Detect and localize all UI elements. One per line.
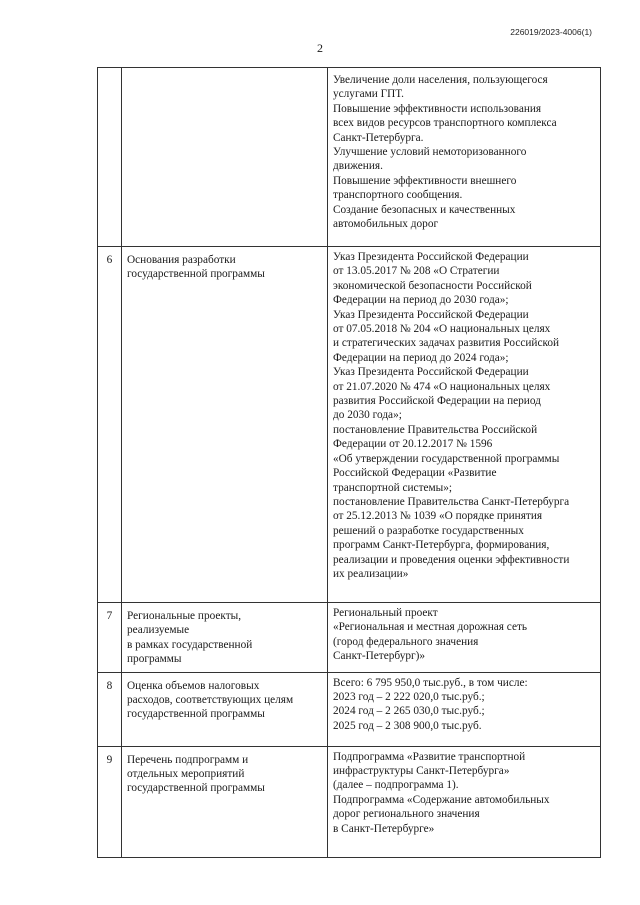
row-label xyxy=(122,603,328,673)
table-row xyxy=(98,68,601,247)
row-content xyxy=(328,603,601,673)
table-row xyxy=(98,672,601,746)
content-line: инфраструктуры Санкт-Петербурга» xyxy=(333,765,510,778)
content-line: всех видов ресурсов транспортного комплекса xyxy=(333,117,557,130)
content-line: (город федерального значения xyxy=(333,635,479,648)
content-line: Федерации на период до 2024 года»; xyxy=(333,351,509,364)
row-number: 8 xyxy=(98,672,122,746)
row-label xyxy=(122,68,328,247)
label-line: Основания разработки xyxy=(127,254,236,266)
label-line: отдельных мероприятий xyxy=(127,768,245,781)
content-line: от 07.05.2018 № 204 «О национальных целях xyxy=(333,323,551,336)
row-label xyxy=(122,247,328,603)
label-line: Оценка объемов налоговых xyxy=(127,679,260,692)
label-line: реализуемые xyxy=(127,624,190,637)
content-line: Указ Президента Российской Федерации xyxy=(333,308,529,321)
content-line: автомобильных дорог xyxy=(333,218,439,231)
content-line: Региональный проект xyxy=(333,607,438,619)
row-label xyxy=(122,672,328,746)
content-line: Подпрограмма «Содержание автомобильных xyxy=(333,793,550,806)
page-number: 2 xyxy=(317,41,323,55)
row-number xyxy=(98,68,122,247)
content-line: «Региональная и местная дорожная сеть xyxy=(333,621,528,634)
content-line: (далее – подпрограмма 1). xyxy=(333,779,459,792)
table-row xyxy=(98,603,601,673)
row-content xyxy=(328,672,601,746)
row-number: 6 xyxy=(98,247,122,603)
content-line: транспортного сообщения. xyxy=(333,189,463,202)
content-line: Федерации от 20.12.2017 № 1596 xyxy=(333,438,493,451)
content-line: от 21.07.2020 № 474 «О национальных целях xyxy=(333,380,551,393)
content-line: услугами ГПТ. xyxy=(333,88,404,101)
content-line: и стратегических задачах развития Российской xyxy=(333,337,560,350)
content-line: Указ Президента Российской Федерации xyxy=(333,366,529,379)
content-line: постановление Правительства Российской xyxy=(333,423,538,436)
label-line: программы xyxy=(127,653,182,666)
label-line: государственной программы xyxy=(127,782,265,795)
content-line: Повышение эффективности внешнего xyxy=(333,174,517,187)
content-line: до 2030 года»; xyxy=(333,409,402,422)
content-line: их реализации» xyxy=(333,567,409,580)
label-line: расходов, соответствующих целям xyxy=(127,694,294,707)
content-line: Указ Президента Российской Федерации xyxy=(333,251,529,263)
content-line: «Об утверждении государственной программы xyxy=(333,452,560,465)
row-content xyxy=(328,247,601,603)
row-number: 9 xyxy=(98,746,122,857)
content-line: в Санкт-Петербурге» xyxy=(333,822,435,835)
content-line: Подпрограмма «Развитие транспортной xyxy=(333,750,526,763)
row-content xyxy=(328,68,601,247)
content-line: реализации и проведения оценки эффективности xyxy=(333,553,570,566)
row-content xyxy=(328,746,601,857)
document-id: 226019/2023-4006(1) xyxy=(510,27,592,37)
content-line: решений о разработке государственных xyxy=(333,524,524,537)
label-line: Региональные проекты, xyxy=(127,610,242,622)
content-line: Российской Федерации «Развитие xyxy=(333,467,497,480)
content-line: 2024 год – 2 265 030,0 тыс.руб.; xyxy=(333,705,485,718)
label-line: Перечень подпрограмм и xyxy=(127,753,249,766)
content-line: от 13.05.2017 № 208 «О Стратегии xyxy=(333,265,500,278)
content-line: постановление Правительства Санкт-Петербурга xyxy=(333,495,570,508)
content-line: Увеличение доли населения, пользующегося xyxy=(333,74,548,86)
content-line: экономической безопасности Российской xyxy=(333,279,532,292)
content-line: 2025 год – 2 308 900,0 тыс.руб. xyxy=(333,719,482,732)
label-line: государственной программы xyxy=(127,708,265,721)
content-line: 2023 год – 2 222 020,0 тыс.руб.; xyxy=(333,691,485,704)
row-number: 7 xyxy=(98,603,122,673)
content-line: Санкт-Петербурга. xyxy=(333,131,424,144)
content-line: Повышение эффективности использования xyxy=(333,102,542,115)
content-line: Улучшение условий немоторизованного xyxy=(333,146,527,159)
table-row xyxy=(98,746,601,857)
content-line: движения. xyxy=(333,160,383,173)
content-line: программ Санкт-Петербурга, формирования, xyxy=(333,539,550,552)
content-line: от 25.12.2013 № 1039 «О порядке принятия xyxy=(333,510,543,523)
content-line: Всего: 6 795 950,0 тыс.руб., в том числе: xyxy=(333,676,528,689)
row-label xyxy=(122,746,328,857)
content-line: Федерации на период до 2030 года»; xyxy=(333,294,509,307)
label-line: государственной программы xyxy=(127,268,265,281)
content-line: Создание безопасных и качественных xyxy=(333,203,516,216)
table-row xyxy=(98,247,601,603)
content-line: Санкт-Петербург)» xyxy=(333,650,426,663)
content-line: дорог регионального значения xyxy=(333,808,480,821)
label-line: в рамках государственной xyxy=(127,638,253,651)
program-passport-table xyxy=(97,67,601,858)
content-line: транспортной системы»; xyxy=(333,481,453,494)
content-line: развития Российской Федерации на период xyxy=(333,395,541,408)
